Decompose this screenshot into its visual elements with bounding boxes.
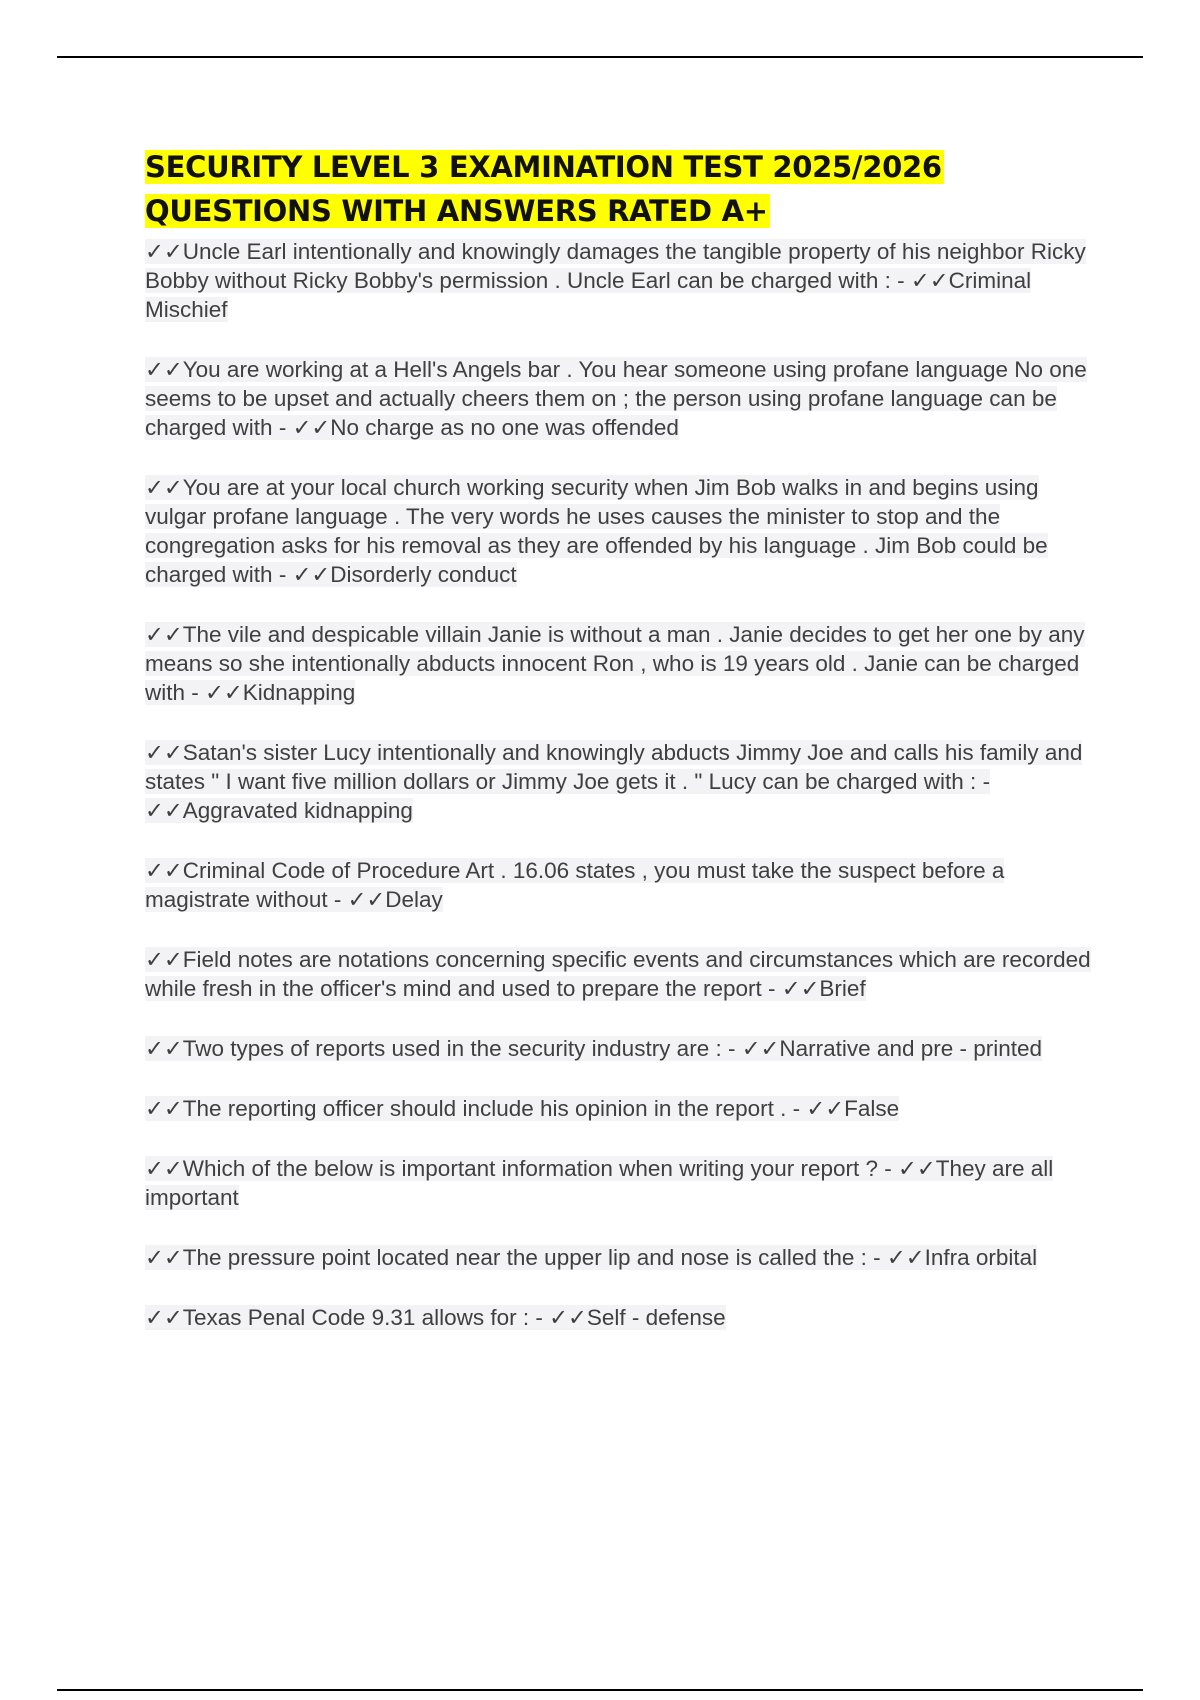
qa-text: ✓✓The reporting officer should include his opinion in the report . - ✓✓False — [145, 1096, 900, 1121]
qa-item — [145, 355, 1095, 442]
qa-text: ✓✓Uncle Earl intentionally and knowingly damages the tangible property of his neighbor Ricky Bobby without Ricky Bobby's permission . Uncle Earl can be charged with : - ✓✓Criminal Mischief — [145, 239, 1086, 322]
qa-text: ✓✓Two types of reports used in the security industry are : - ✓✓Narrative and pre - printed — [145, 1036, 1043, 1061]
qa-item — [145, 1243, 1095, 1272]
qa-item — [145, 1034, 1095, 1063]
qa-item — [145, 620, 1095, 707]
document-body — [145, 145, 1095, 1363]
qa-item — [145, 1303, 1095, 1332]
qa-item — [145, 1094, 1095, 1123]
qa-text: ✓✓Satan's sister Lucy intentionally and knowingly abducts Jimmy Joe and calls his family and states " I want five million dollars or Jimmy Joe gets it . " Lucy can be charged with : - ✓✓Aggravated kidnapping — [145, 740, 1083, 823]
qa-text: ✓✓The pressure point located near the upper lip and nose is called the : - ✓✓Infra orbital — [145, 1245, 1038, 1270]
qa-list — [145, 237, 1095, 1332]
title-line-2: QUESTIONS WITH ANSWERS RATED A+ — [145, 194, 768, 228]
qa-text: ✓✓You are working at a Hell's Angels bar . You hear someone using profane language No one seems to be upset and actually cheers them on ; the person using profane language can be charged with - ✓✓No charge as no one was offended — [145, 357, 1087, 440]
title-line-1: SECURITY LEVEL 3 EXAMINATION TEST 2025/2026 — [145, 150, 942, 184]
qa-item — [145, 945, 1095, 1003]
qa-text: ✓✓Field notes are notations concerning specific events and circumstances which are recorded while fresh in the officer's mind and used to prepare the report - ✓✓Brief — [145, 947, 1091, 1001]
title-highlight — [145, 150, 944, 228]
qa-text: ✓✓Criminal Code of Procedure Art . 16.06 states , you must take the suspect before a magistrate without - ✓✓Delay — [145, 858, 1005, 912]
qa-text: ✓✓Texas Penal Code 9.31 allows for : - ✓✓Self - defense — [145, 1305, 726, 1330]
qa-item — [145, 237, 1095, 324]
top-rule — [57, 56, 1143, 58]
qa-text: ✓✓You are at your local church working security when Jim Bob walks in and begins using vulgar profane language . The very words he uses causes the minister to stop and the congregation asks for his removal as they are offended by his language . Jim Bob could be charged with - ✓✓Disorderly conduct — [145, 475, 1048, 587]
qa-item — [145, 738, 1095, 825]
document-title — [145, 145, 1095, 233]
qa-item — [145, 473, 1095, 589]
qa-text: ✓✓The vile and despicable villain Janie is without a man . Janie decides to get her one by any means so she intentionally abducts innocent Ron , who is 19 years old . Janie can be charged with - ✓✓Kidnapping — [145, 622, 1085, 705]
qa-text: ✓✓Which of the below is important information when writing your report ? - ✓✓They are all important — [145, 1156, 1054, 1210]
qa-item — [145, 856, 1095, 914]
bottom-rule — [57, 1689, 1143, 1691]
qa-item — [145, 1154, 1095, 1212]
